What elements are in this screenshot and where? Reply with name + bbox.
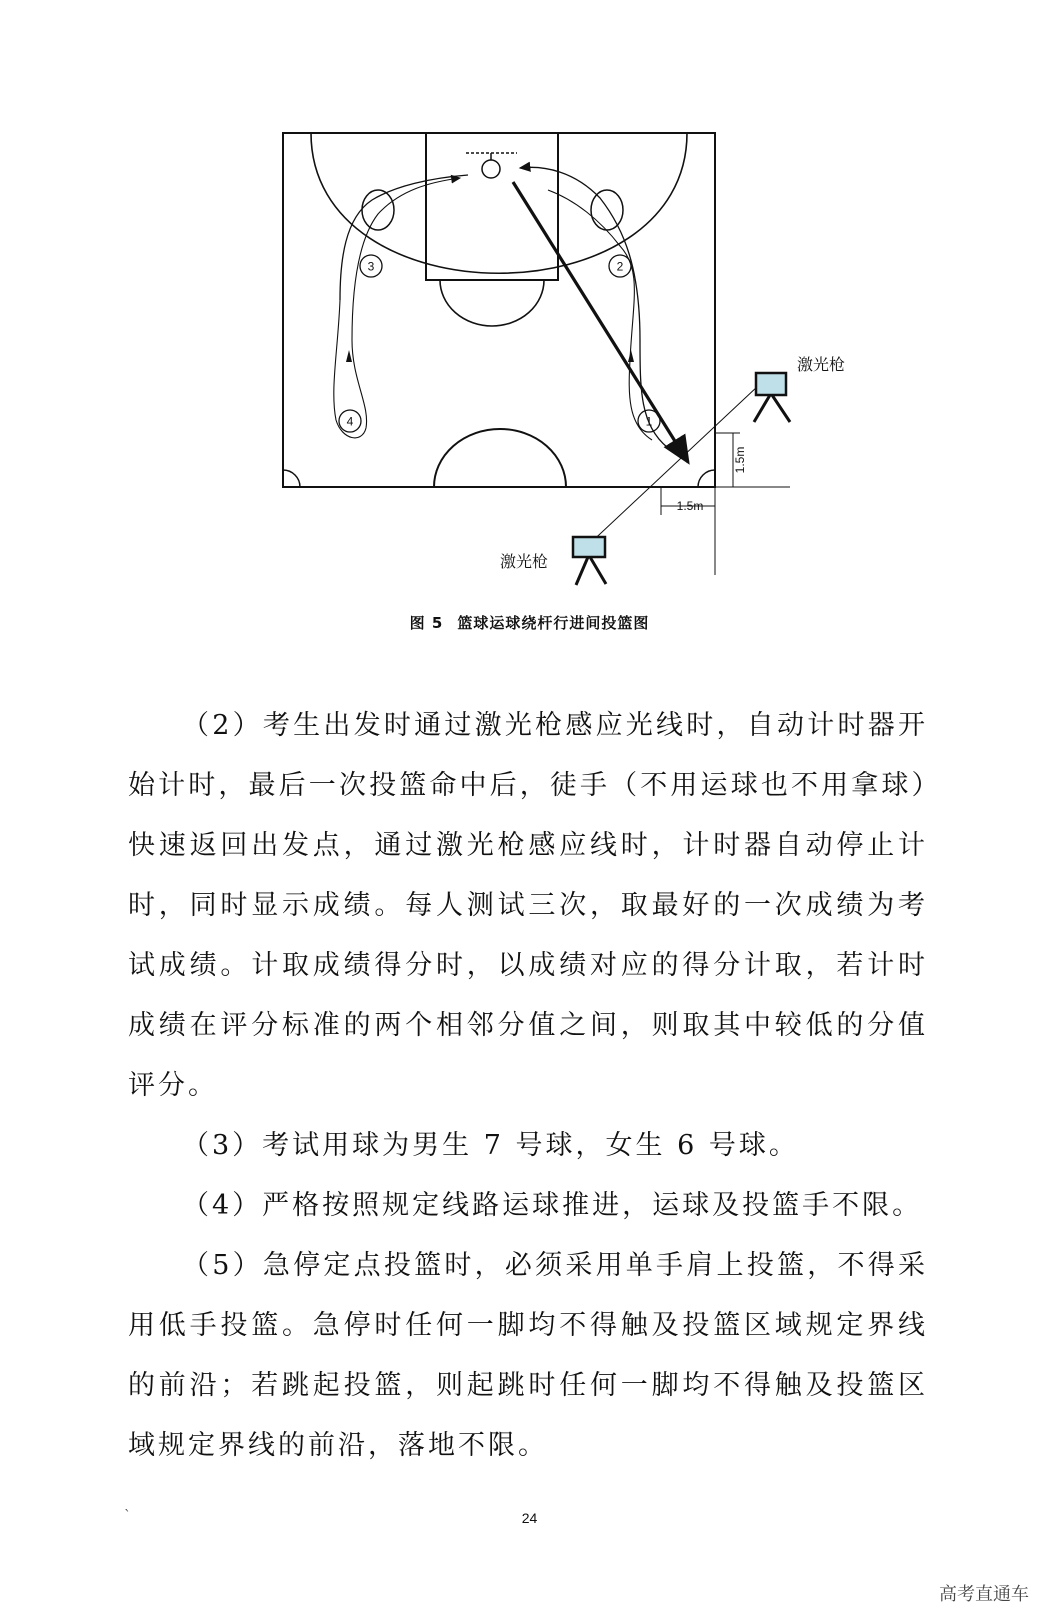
svg-text:3: 3 (367, 259, 375, 274)
center-circle (434, 429, 566, 487)
laser-gun-top (754, 355, 845, 422)
caption-title: 篮球运球绕杆行进间投篮图 (457, 614, 650, 632)
svg-text:2: 2 (616, 259, 624, 274)
free-throw-circle (440, 280, 544, 326)
svg-text:激光枪: 激光枪 (500, 552, 549, 571)
cone-4 (339, 410, 361, 432)
svg-text:激光枪: 激光枪 (797, 355, 846, 374)
hoop (482, 160, 500, 178)
dimension-horizontal-label: 1.5m (676, 499, 704, 513)
free-throw-lane (426, 133, 558, 280)
body-text (128, 696, 928, 1476)
dimension-vertical-label: 1.5m (733, 446, 747, 474)
paragraph-4: （4）严格按照规定线路运球推进，运球及投篮手不限。 (182, 1190, 923, 1221)
paragraph-5: （5）急停定点投篮时，必须采用单手肩上投篮，不得采用低手投篮。急停时任何一脚均不得触及投篮区域规定界线的前沿；若跳起投篮，则起跳时任何一脚均不得触及投篮区域规定界线的前沿，落地不限。 (128, 1250, 928, 1461)
corner-arc-left (283, 470, 300, 487)
stray-mark: ` (124, 1508, 131, 1524)
cone-3 (360, 255, 382, 277)
dribble-route-right (520, 167, 668, 448)
svg-text:4: 4 (346, 414, 354, 429)
figure-caption (0, 612, 1059, 633)
shooting-zone-right (591, 190, 623, 230)
paragraph-3: （3）考试用球为男生 7 号球，女生 6 号球。 (182, 1130, 799, 1161)
paragraph-2: （2）考生出发时通过激光枪感应光线时，自动计时器开始计时，最后一次投篮命中后，徒手（不用运球也不用拿球）快速返回出发点，通过激光枪感应线时，计时器自动停止计时，同时显示成绩。每人测试三次，取最好的一次成绩为考试成绩。计取成绩得分时，以成绩对应的得分计取，若计时成绩在评分标准的两个相邻分值之间，则取其中较低的分值评分。 (128, 710, 928, 1101)
svg-text:1: 1 (645, 414, 653, 429)
laser-gun-bottom (500, 537, 606, 585)
page-number: 24 (521, 1510, 538, 1526)
caption-number: 图 5 (409, 614, 444, 632)
corner-arc-right (698, 470, 715, 487)
watermark: 高考直通车 (939, 1584, 1029, 1605)
basketball-court-diagram (0, 0, 1059, 640)
cone-2 (609, 255, 631, 277)
court-boundary (283, 133, 715, 487)
dribble-route-left (334, 178, 460, 438)
